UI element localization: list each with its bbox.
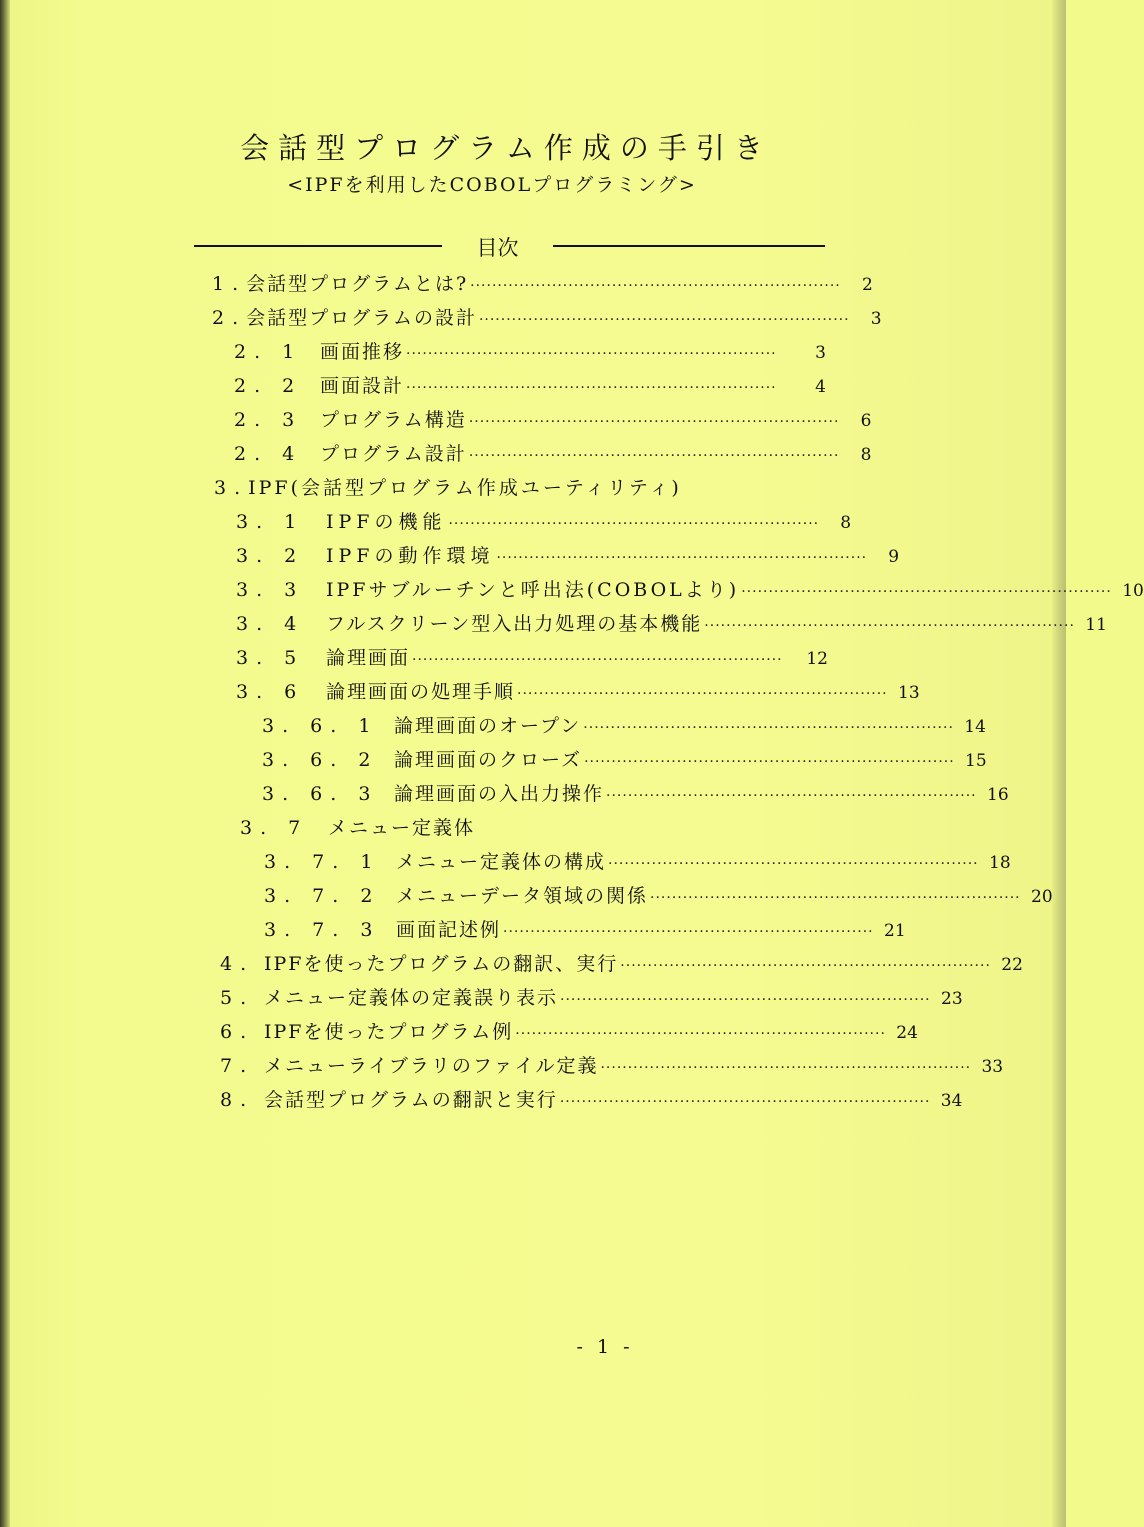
toc-entry-page: 13 [898, 683, 920, 703]
toc-entry-title: 論理画面 [326, 647, 411, 669]
scan-edge-right [1052, 0, 1066, 1527]
toc-entry-number: 2. 1 [234, 341, 303, 363]
toc-entry [220, 983, 963, 1013]
toc-leader: ···································································· [517, 686, 888, 702]
toc-entry-number: 1. [212, 273, 247, 295]
toc-entry [264, 847, 1011, 877]
toc-entry [212, 269, 873, 299]
toc-entry-page: 20 [1031, 887, 1053, 907]
toc-entry-title: 論理画面のオープン [394, 715, 582, 737]
toc-entry-number: 4. [220, 953, 255, 975]
scan-edge-left [0, 0, 10, 1527]
toc-leader: ···································································· [478, 312, 850, 328]
toc-entry-page: 6 [860, 411, 872, 431]
toc-entry [236, 609, 1107, 639]
toc-entry-title: メニューデータ領域の関係 [396, 885, 649, 907]
toc-entry-page: 4 [815, 377, 826, 397]
toc-leader: ···································································· [406, 346, 777, 362]
toc-entry-number: 5. [220, 987, 255, 1009]
toc-entry-title: IPFを使ったプログラム例 [264, 1021, 514, 1043]
toc-entry-title: 画面設計 [320, 375, 405, 397]
page-number: - 1 - [576, 1336, 634, 1358]
toc-entry-number: 3. 5 [236, 647, 305, 669]
toc-leader: ···································································· [448, 516, 820, 532]
toc-leader: ···································································· [606, 788, 977, 804]
toc-entry-page: 8 [860, 445, 872, 465]
toc-entry [234, 405, 872, 435]
toc-leader: ···································································· [496, 550, 868, 566]
toc-leader: ···································································· [412, 652, 783, 668]
toc-entry-title: メニュー定義体 [328, 817, 476, 839]
toc-leader: ···································································· [600, 1060, 972, 1076]
toc-leader: ···································································· [468, 414, 840, 430]
toc-entry-page: 22 [1001, 955, 1023, 975]
toc-leader: ···································································· [741, 584, 1112, 600]
toc-entry [236, 507, 852, 537]
toc-entry [262, 745, 987, 775]
toc-entry-title: 会話型プログラムの翻訳と実行 [264, 1089, 558, 1111]
toc-entry-page: 12 [806, 649, 828, 669]
toc-entry-title: メニュー定義体の定義誤り表示 [264, 987, 559, 1009]
toc-entry-page: 24 [896, 1023, 918, 1043]
toc-leader: ···································································· [620, 958, 991, 974]
toc-entry-page: 9 [888, 547, 900, 567]
toc-entry-number: 2. 4 [234, 443, 303, 465]
toc-entry [236, 575, 1144, 605]
toc-entry [220, 1085, 963, 1115]
toc-leader: ···································································· [584, 754, 955, 770]
toc-entry-number: 7. [220, 1055, 255, 1077]
toc-leader: ···································································· [503, 924, 874, 940]
toc-entry-number: 3. 6. 2 [262, 749, 379, 771]
toc-entry [236, 643, 828, 673]
toc-entry-title: IPF(会話型プログラム作成ユーティリティ) [248, 477, 682, 499]
toc-entry-title: 画面記述例 [396, 919, 502, 941]
toc-entry [234, 371, 826, 401]
toc-entry-page: 3 [815, 343, 826, 363]
toc-entry [264, 915, 906, 945]
toc-entry-page: 23 [941, 989, 963, 1009]
toc-rule-right [553, 245, 825, 247]
toc-entry-title: 論理画面の入出力操作 [394, 783, 605, 805]
toc-entry-number: 3. 2 [236, 545, 305, 567]
toc-entry [236, 541, 900, 571]
toc-leader: ···································································· [406, 380, 777, 396]
toc-entry-page: 11 [1085, 615, 1107, 635]
toc-entry-page: 3 [870, 309, 882, 329]
toc-entry [234, 337, 826, 367]
toc-entry-number: 3. 4 [236, 613, 305, 635]
toc-entry [234, 439, 872, 469]
toc-entry-number: 3. 7. 1 [264, 851, 381, 873]
toc-leader: ···································································· [468, 448, 840, 464]
toc-leader: ···································································· [583, 720, 954, 736]
toc-rule-left [194, 245, 442, 247]
toc-entry [214, 473, 826, 503]
toc-entry [212, 303, 882, 333]
toc-entry-title: IPFの動作環境 [326, 545, 495, 567]
toc-entry-title: IPFを使ったプログラムの翻訳、実行 [264, 953, 619, 975]
toc-entry [220, 1051, 1004, 1081]
toc-entry-number: 2. [212, 307, 247, 329]
toc-entry-number: 3. 6. 1 [262, 715, 379, 737]
toc-entry-title: 会話型プログラムとは? [246, 273, 469, 295]
toc-entry-page: 16 [987, 785, 1009, 805]
toc-entry-title: プログラム設計 [320, 443, 467, 465]
toc-entry-number: 3. 7. 3 [264, 919, 381, 941]
toc-entry-page: 10 [1122, 581, 1144, 601]
toc-entry [220, 949, 1023, 979]
toc-entry [262, 779, 1009, 809]
toc-leader: ···································································· [650, 890, 1021, 906]
toc-entry [236, 677, 920, 707]
toc-entry-number: 3. [214, 477, 249, 499]
toc-entry-title: 会話型プログラムの設計 [246, 307, 477, 329]
toc-entry-number: 2. 2 [234, 375, 303, 397]
toc-entry-page: 2 [861, 275, 873, 295]
toc-entry-title: プログラム構造 [320, 409, 467, 431]
toc-entry-page: 8 [840, 513, 852, 533]
toc-entry-title: IPFの機能 [326, 511, 447, 533]
toc-entry-title: メニューライブラリのファイル定義 [264, 1055, 599, 1077]
toc-leader: ···································································· [559, 1094, 931, 1110]
toc-entry-number: 3. 1 [236, 511, 305, 533]
toc-heading: 目次 [476, 236, 519, 260]
toc-entry-title: フルスクリーン型入出力処理の基本機能 [326, 613, 703, 635]
toc-entry [240, 813, 828, 843]
toc-entry-number: 3. 7 [240, 817, 309, 839]
toc-entry [262, 711, 986, 741]
toc-entry-number: 3. 7. 2 [264, 885, 381, 907]
toc-entry-number: 8. [220, 1089, 255, 1111]
toc-entry-number: 2. 3 [234, 409, 303, 431]
toc-entry-number: 3. 3 [236, 579, 305, 601]
toc-leader: ···································································· [608, 856, 979, 872]
toc-entry-title: 論理画面の処理手順 [326, 681, 516, 703]
toc-entry-number: 3. 6 [236, 681, 305, 703]
toc-entry [220, 1017, 918, 1047]
toc-entry-title: メニュー定義体の構成 [396, 851, 607, 873]
document-subtitle: <IPFを利用したCOBOLプログラミング> [287, 174, 697, 196]
document-title: 会話型プログラム作成の手引き [240, 131, 772, 165]
toc-entry-title: IPFサブルーチンと呼出法(COBOLより) [326, 579, 740, 601]
toc-entry [264, 881, 1053, 911]
toc-entry-page: 15 [965, 751, 987, 771]
toc-leader: ···································································· [560, 992, 931, 1008]
toc-entry-page: 33 [981, 1057, 1004, 1077]
toc-entry-title: 論理画面のクローズ [394, 749, 583, 771]
toc-entry-number: 6. [220, 1021, 255, 1043]
toc-entry-page: 21 [884, 921, 906, 941]
toc-leader: ···································································· [470, 278, 841, 294]
toc-entry-page: 18 [989, 853, 1011, 873]
toc-leader: ···································································· [704, 618, 1075, 634]
toc-entry-page: 34 [940, 1091, 963, 1111]
toc-leader: ···································································· [515, 1026, 886, 1042]
toc-entry-title: 画面推移 [320, 341, 405, 363]
toc-entry-number: 3. 6. 3 [262, 783, 379, 805]
toc-entry-page: 14 [964, 717, 986, 737]
